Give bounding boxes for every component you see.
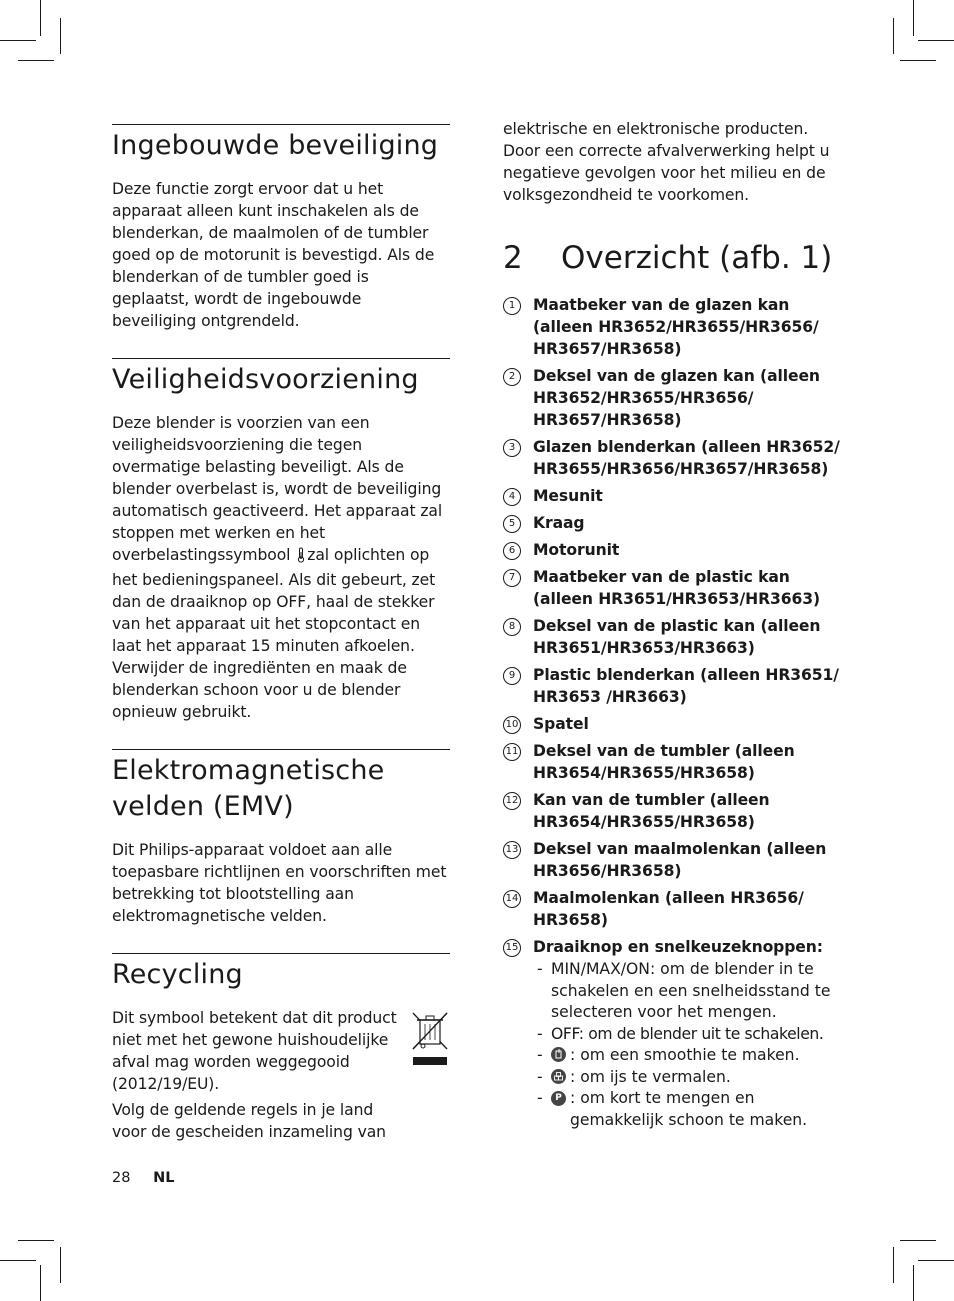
item-label: Glazen blenderkan (alleen HR3652/ HR3655/HR3656/HR3657/HR3658) [533,438,840,478]
page-number: 28 [112,1170,131,1186]
section-rule [112,953,450,954]
item-label: Deksel van de glazen kan (alleen HR3652/HR3655/HR3656/ HR3657/HR3658) [533,367,820,429]
item-number-badge: 1 [503,297,521,315]
smoothie-icon [551,1047,566,1062]
dash: - [537,1089,543,1107]
control-item [537,1088,848,1131]
list-item [503,740,848,784]
crop-mark [40,1265,41,1301]
crop-mark [893,18,894,54]
section-rule [112,358,450,359]
item-label: Deksel van de plastic kan (alleen HR3651/HR3653/HR3663) [533,617,821,657]
item-label: Deksel van de tumbler (alleen HR3654/HR3655/HR3658) [533,742,795,782]
item-label: Motorunit [533,541,620,559]
pulse-icon: P [551,1091,566,1106]
list-item [503,615,848,659]
continued-paragraph: elektrische en elektronische producten. Door een correcte afvalverwerking helpt u negatieve gevolgen voor het milieu en de volksgezondheid te voorkomen. [503,120,830,204]
section-paragraph: Deze functie zorgt ervoor dat u het apparaat alleen kunt inschakelen als de blenderkan, de maalmolen of de tumbler goed op de motorunit is bevestigd. Als de blenderkan of de tumbler goed is geplaatst, wordt de ingebouwde beveiliging ontgrendeld. [112,180,435,330]
section-recycling [112,953,450,1143]
section-safety-device [112,358,450,723]
recycling-text [112,1007,412,1143]
item-label: Maatbeker van de plastic kan (alleen HR3651/HR3653/HR3663) [533,568,821,608]
crop-mark [913,0,914,36]
control-item [537,959,848,1024]
list-item [503,294,848,360]
list-item [503,512,848,534]
item-number-badge: 10 [503,716,521,734]
item-label: Kan van de tumbler (alleen HR3654/HR3655/HR3658) [533,791,770,831]
list-item [503,936,848,958]
list-item [503,887,848,931]
crop-mark [60,1247,61,1283]
list-item [503,713,848,735]
item-number-badge: 8 [503,618,521,636]
section-built-in-safety [112,124,450,332]
control-text-wrap [551,1088,848,1131]
control-text: MIN/MAX/ON: om de blender in te schakelen en een snelheidsstand te selecteren voor het mengen. [551,960,831,1021]
crop-mark [18,60,54,61]
page-footer [112,1170,174,1186]
list-item [503,664,848,708]
control-text-wrap [551,1045,848,1067]
crop-mark [18,1240,54,1241]
control-item [537,1024,848,1046]
section-paragraph: Dit symbool betekent dat dit product niet met het gewone huishoudelijke afval mag worden weggegooid (2012/19/EU). [112,1009,397,1093]
item-label: Draaiknop en snelkeuzeknoppen: [533,938,823,956]
section-title: Ingebouwde beveiliging [112,130,439,161]
dash: - [537,960,543,978]
item-label: Maalmolenkan (alleen HR3656/ HR3658) [533,889,804,929]
crop-mark [918,40,954,41]
item-number-badge: 15 [503,939,521,957]
crop-mark [900,1240,936,1241]
left-column [112,124,450,1169]
list-item [503,566,848,610]
dash: - [537,1024,543,1043]
crop-mark [0,1260,36,1261]
item-number-badge: 3 [503,439,521,457]
chapter-heading [503,240,848,276]
item-number-badge: 7 [503,569,521,587]
dash: - [537,1067,543,1086]
control-text: : om een smoothie te maken. [570,1046,800,1064]
list-item [503,365,848,431]
paragraph-text: zal oplichten op het bedieningspaneel. Als dit gebeurt, zet dan de draaiknop op [112,546,436,611]
item-number-badge: 14 [503,890,521,908]
item-label: Mesunit [533,487,603,505]
item-number-badge: 5 [503,515,521,533]
dash: - [537,1046,543,1064]
overload-thermometer-icon [296,547,306,569]
crossed-out-bin-icon [410,1011,450,1069]
control-item [537,1067,848,1089]
control-item [537,1045,848,1067]
section-paragraph [112,412,450,723]
item-number-badge: 12 [503,792,521,810]
list-item [503,789,848,833]
crop-mark [900,60,936,61]
control-text-wrap [551,1067,848,1089]
crop-mark [913,1265,914,1301]
item-number-badge: 9 [503,667,521,685]
chapter-title: Overzicht (afb. 1) [561,240,833,276]
section-title: Recycling [112,959,243,990]
section-emf [112,749,450,927]
item-number-badge: 4 [503,488,521,506]
item-label: Maatbeker van de glazen kan (alleen HR3652/HR3655/HR3656/ HR3657/HR3658) [533,296,819,358]
ice-icon [551,1069,566,1084]
crop-mark [893,1247,894,1283]
section-title: Elektromagnetische velden (EMV) [112,755,385,822]
item-number-badge: 2 [503,368,521,386]
list-item [503,436,848,480]
controls-list [537,959,848,1131]
item-label: Deksel van maalmolenkan (alleen HR3656/HR3658) [533,840,827,880]
list-item [503,838,848,882]
control-text: : om ijs te vermalen. [570,1067,731,1086]
list-item [503,539,848,561]
item-number-badge: 13 [503,841,521,859]
item-number-badge: 11 [503,743,521,761]
section-rule [112,749,450,750]
off-label: OFF [276,593,307,611]
control-text: OFF: om de blender uit te schakelen. [551,1024,824,1043]
control-text: : om kort te mengen en gemakkelijk schoon te maken. [570,1089,808,1129]
section-title: Veiligheidsvoorziening [112,364,419,395]
item-label: Kraag [533,514,585,532]
crop-mark [918,1260,954,1261]
item-label: Plastic blenderkan (alleen HR3651/ HR3653 /HR3663) [533,666,839,706]
paragraph-text: Deze blender is voorzien van een veiligheidsvoorziening die tegen overmatige belasting beveiligt. Als de blender overbelast is, wordt de beveiliging automatisch geactiveerd. Het apparaat zal stoppen met werken en het overbelastingssymbool [112,414,443,564]
crop-mark [60,18,61,54]
item-number-badge: 6 [503,542,521,560]
crop-mark [40,0,41,36]
right-column [503,118,848,1131]
section-paragraph: Dit Philips-apparaat voldoet aan alle toepasbare richtlijnen en voorschriften met betrekking tot blootstelling aan elektromagnetische velden. [112,841,447,925]
parts-list [503,294,848,958]
chapter-number: 2 [503,240,523,276]
recycling-block [112,1007,450,1143]
item-label: Spatel [533,715,589,733]
section-rule [112,124,450,125]
crop-mark [0,40,36,41]
paragraph-text: , haal de stekker van het apparaat uit het stopcontact en laat het apparaat 15 minuten afkoelen. Verwijder de ingrediënten en maak de blenderkan schoon voor u de blender opnieuw gebruikt. [112,593,435,721]
section-paragraph: Volg de geldende regels in je land voor de gescheiden inzameling van [112,1101,386,1141]
language-code: NL [153,1170,175,1186]
list-item [503,485,848,507]
